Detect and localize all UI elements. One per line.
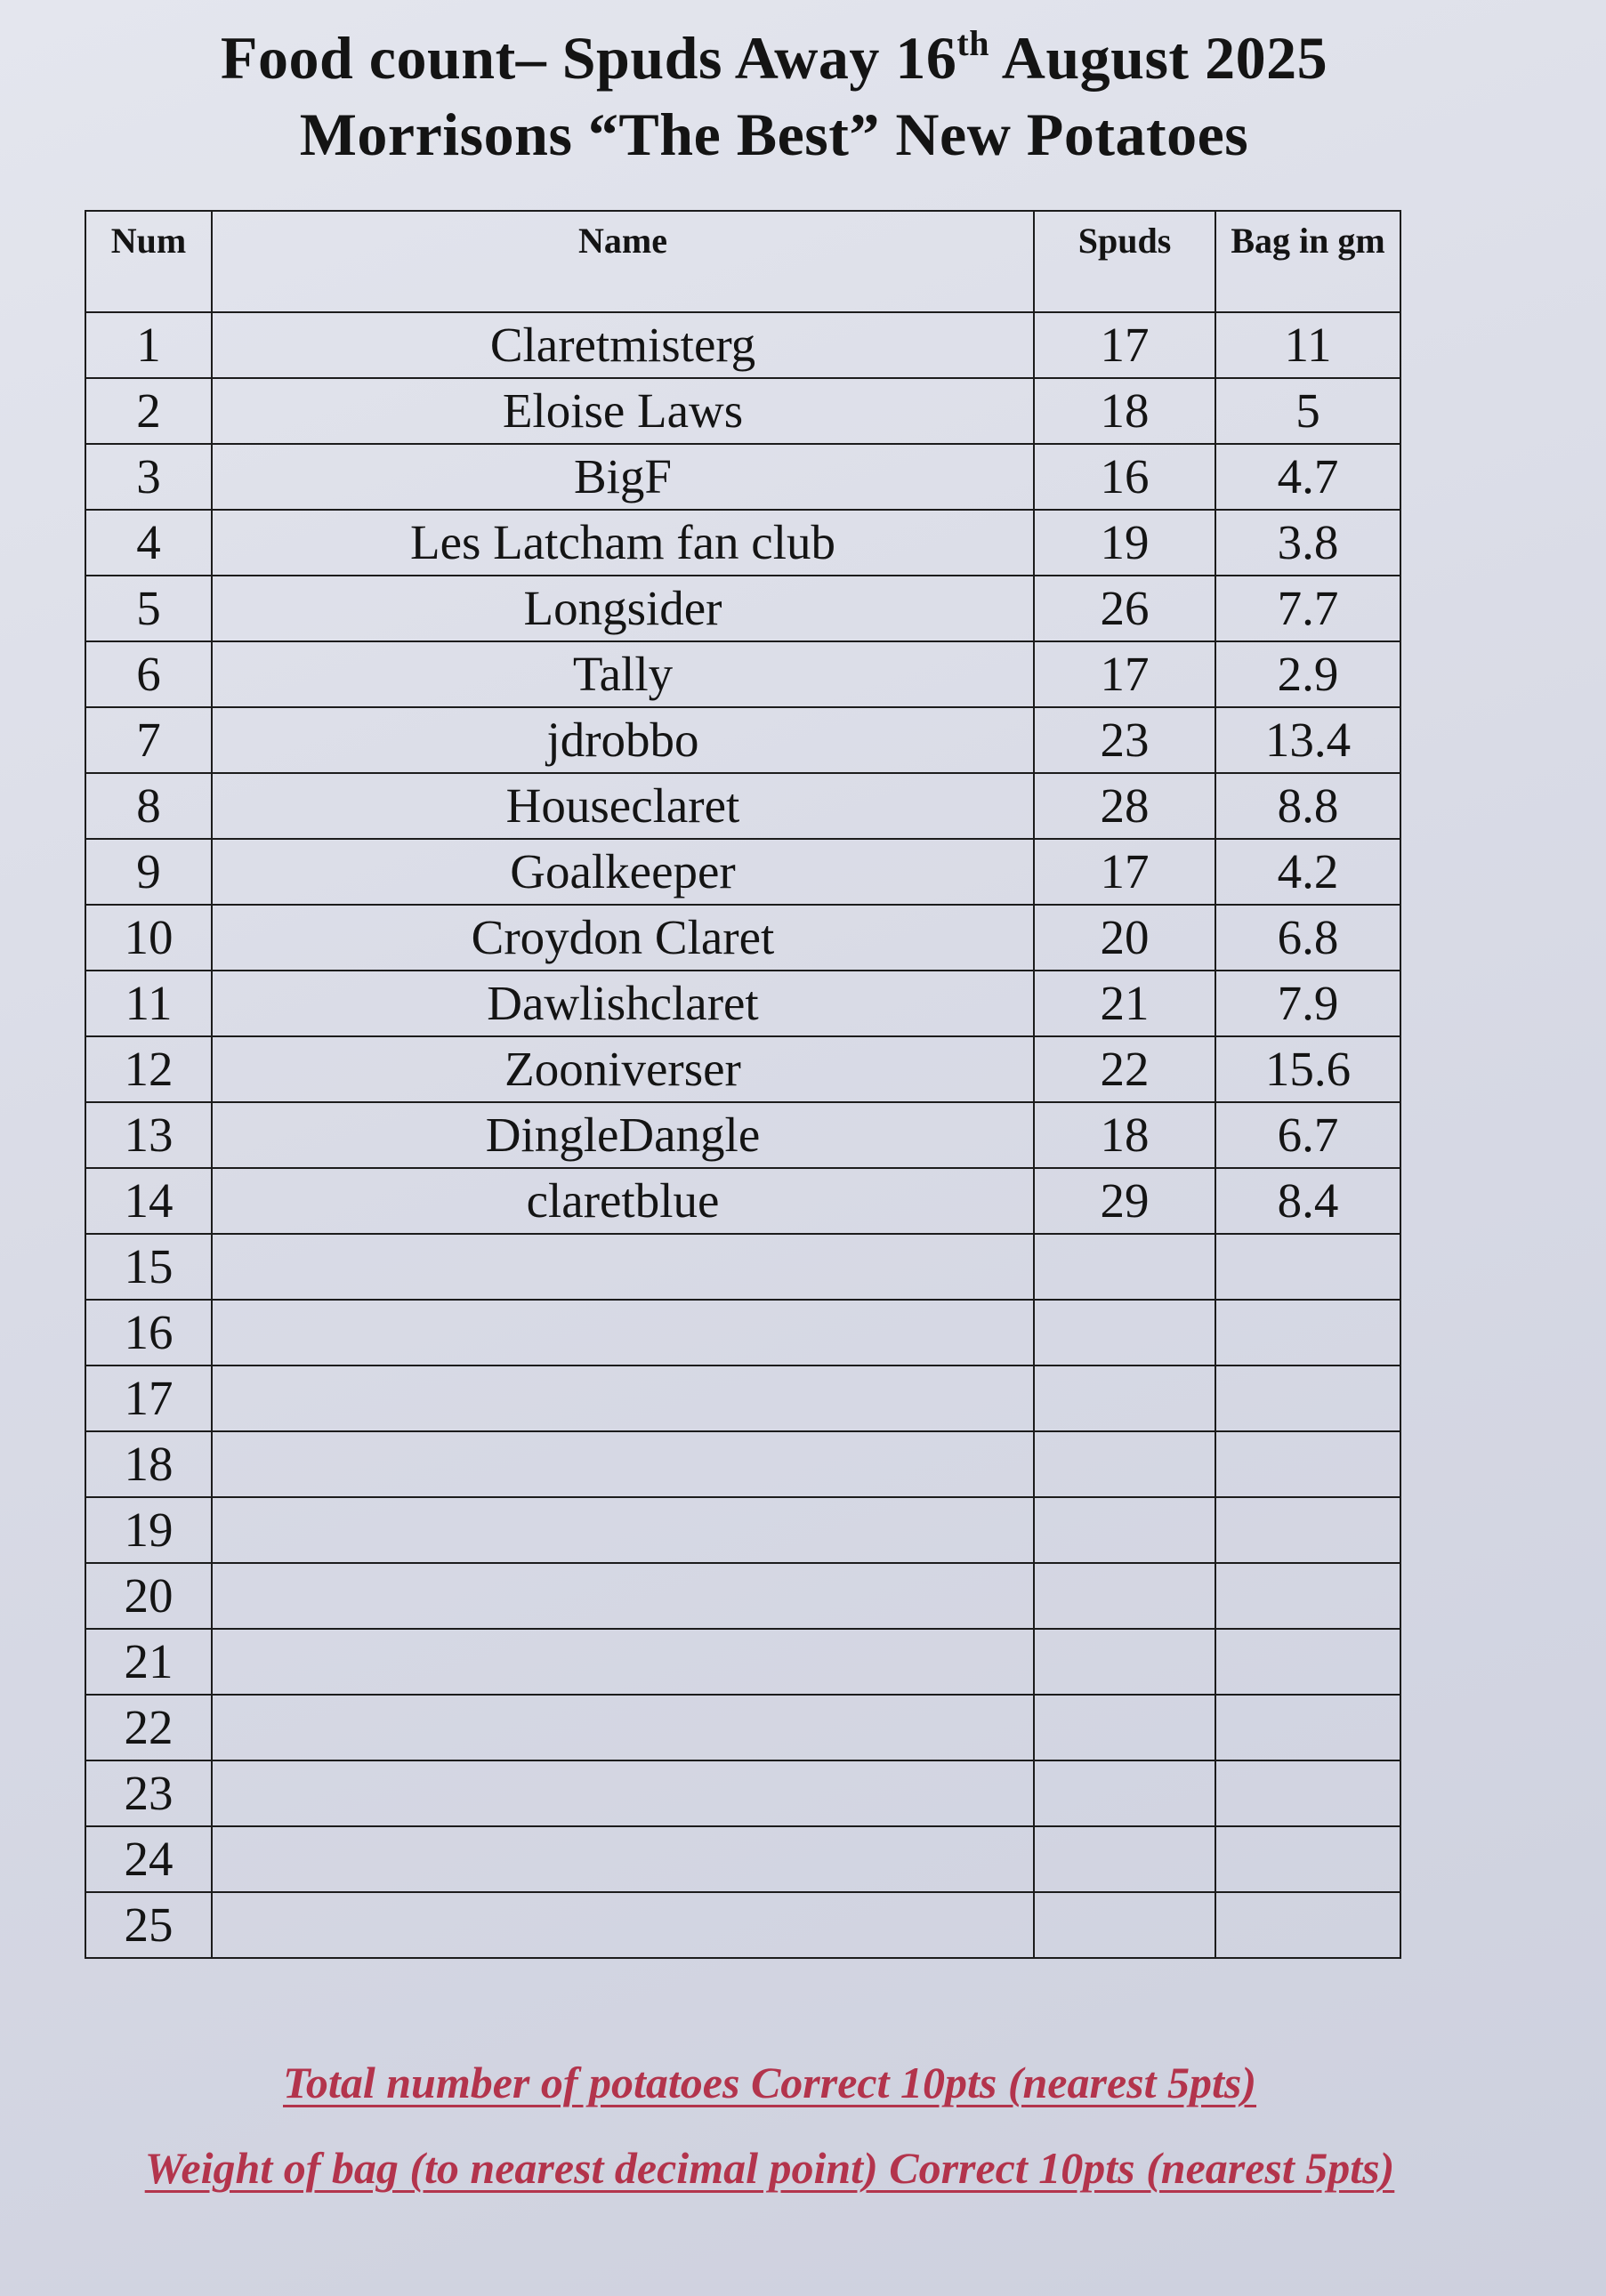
cell-spuds: 22 (1034, 1036, 1215, 1102)
table-row (85, 1234, 1400, 1300)
cell-spuds: 29 (1034, 1168, 1215, 1234)
title-superscript: th (956, 23, 989, 63)
cell-num: 20 (85, 1563, 212, 1629)
cell-bag: 3.8 (1215, 510, 1400, 576)
table-body (85, 312, 1400, 1958)
table-row (85, 312, 1400, 378)
cell-name: claretblue (212, 1168, 1034, 1234)
scoring-note-weight: Weight of bag (to nearest decimal point) Correct 10pts (nearest 5pts) (144, 2143, 1395, 2193)
table-row (85, 1826, 1400, 1892)
cell-name: Les Latcham fan club (212, 510, 1034, 576)
cell-name (212, 1497, 1034, 1563)
cell-bag: 7.7 (1215, 576, 1400, 641)
cell-name: Houseclaret (212, 773, 1034, 839)
cell-name: Dawlishclaret (212, 971, 1034, 1036)
cell-num: 1 (85, 312, 212, 378)
cell-bag (1215, 1760, 1400, 1826)
table-row (85, 1300, 1400, 1366)
cell-num: 3 (85, 444, 212, 510)
column-header-bag: Bag in gm (1215, 211, 1400, 312)
cell-name (212, 1629, 1034, 1695)
cell-spuds: 21 (1034, 971, 1215, 1036)
cell-num: 15 (85, 1234, 212, 1300)
cell-bag (1215, 1892, 1400, 1958)
cell-spuds (1034, 1563, 1215, 1629)
cell-bag: 15.6 (1215, 1036, 1400, 1102)
cell-spuds (1034, 1366, 1215, 1431)
cell-bag (1215, 1563, 1400, 1629)
table-row (85, 378, 1400, 444)
cell-bag (1215, 1366, 1400, 1431)
scoring-note-potatoes: Total number of potatoes Correct 10pts (nearest 5pts) (282, 2058, 1257, 2107)
cell-num: 23 (85, 1760, 212, 1826)
cell-num: 25 (85, 1892, 212, 1958)
cell-bag: 2.9 (1215, 641, 1400, 707)
column-header-spuds: Spuds (1034, 211, 1215, 312)
cell-name (212, 1695, 1034, 1760)
cell-num: 4 (85, 510, 212, 576)
cell-bag: 7.9 (1215, 971, 1400, 1036)
cell-bag: 6.8 (1215, 905, 1400, 971)
table-row (85, 839, 1400, 905)
table-row (85, 576, 1400, 641)
column-header-num: Num (85, 211, 212, 312)
cell-name: DingleDangle (212, 1102, 1034, 1168)
cell-name: Croydon Claret (212, 905, 1034, 971)
cell-num: 17 (85, 1366, 212, 1431)
cell-bag (1215, 1695, 1400, 1760)
table-row (85, 1102, 1400, 1168)
title-suffix: August 2025 (989, 24, 1328, 92)
table-row (85, 1563, 1400, 1629)
cell-spuds: 17 (1034, 641, 1215, 707)
cell-spuds: 17 (1034, 312, 1215, 378)
cell-name: jdrobbo (212, 707, 1034, 773)
cell-name (212, 1563, 1034, 1629)
cell-name: Tally (212, 641, 1034, 707)
cell-name: Longsider (212, 576, 1034, 641)
table-row (85, 444, 1400, 510)
cell-num: 2 (85, 378, 212, 444)
cell-num: 13 (85, 1102, 212, 1168)
cell-spuds: 19 (1034, 510, 1215, 576)
cell-name (212, 1892, 1034, 1958)
page-title-line-1 (0, 20, 1548, 96)
cell-spuds: 17 (1034, 839, 1215, 905)
cell-num: 18 (85, 1431, 212, 1497)
cell-bag (1215, 1826, 1400, 1892)
cell-name: Goalkeeper (212, 839, 1034, 905)
cell-num: 11 (85, 971, 212, 1036)
cell-bag (1215, 1431, 1400, 1497)
cell-num: 7 (85, 707, 212, 773)
title-prefix: Food count– Spuds Away 16 (220, 24, 957, 92)
cell-name: BigF (212, 444, 1034, 510)
cell-spuds (1034, 1300, 1215, 1366)
cell-bag: 11 (1215, 312, 1400, 378)
cell-name (212, 1826, 1034, 1892)
cell-num: 6 (85, 641, 212, 707)
table-row (85, 1036, 1400, 1102)
cell-num: 12 (85, 1036, 212, 1102)
cell-bag (1215, 1497, 1400, 1563)
column-header-name: Name (212, 211, 1034, 312)
cell-name: Claretmisterg (212, 312, 1034, 378)
table-row (85, 510, 1400, 576)
cell-num: 8 (85, 773, 212, 839)
cell-num: 16 (85, 1300, 212, 1366)
cell-name (212, 1431, 1034, 1497)
table-row (85, 1168, 1400, 1234)
cell-num: 9 (85, 839, 212, 905)
table-row (85, 1695, 1400, 1760)
cell-num: 5 (85, 576, 212, 641)
cell-name (212, 1366, 1034, 1431)
cell-spuds (1034, 1629, 1215, 1695)
page-title-line-2: Morrisons “The Best” New Potatoes (299, 101, 1249, 168)
table-row (85, 1760, 1400, 1826)
cell-num: 19 (85, 1497, 212, 1563)
cell-name: Eloise Laws (212, 378, 1034, 444)
table-row (85, 1366, 1400, 1431)
cell-bag: 8.8 (1215, 773, 1400, 839)
cell-spuds: 20 (1034, 905, 1215, 971)
cell-num: 21 (85, 1629, 212, 1695)
cell-name (212, 1760, 1034, 1826)
table-row (85, 905, 1400, 971)
table-row (85, 1497, 1400, 1563)
cell-spuds: 18 (1034, 1102, 1215, 1168)
cell-spuds: 18 (1034, 378, 1215, 444)
cell-bag: 6.7 (1215, 1102, 1400, 1168)
cell-spuds (1034, 1497, 1215, 1563)
table-row (85, 1892, 1400, 1958)
table-row (85, 1629, 1400, 1695)
cell-spuds (1034, 1695, 1215, 1760)
cell-num: 14 (85, 1168, 212, 1234)
cell-spuds (1034, 1431, 1215, 1497)
cell-spuds: 26 (1034, 576, 1215, 641)
cell-name (212, 1300, 1034, 1366)
table-row (85, 773, 1400, 839)
food-count-table (85, 210, 1401, 1959)
cell-spuds (1034, 1826, 1215, 1892)
cell-spuds: 28 (1034, 773, 1215, 839)
cell-spuds: 23 (1034, 707, 1215, 773)
cell-bag (1215, 1629, 1400, 1695)
cell-spuds (1034, 1892, 1215, 1958)
table-row (85, 1431, 1400, 1497)
cell-spuds (1034, 1234, 1215, 1300)
cell-bag: 13.4 (1215, 707, 1400, 773)
table-header-row (85, 211, 1400, 312)
table-row (85, 641, 1400, 707)
cell-spuds (1034, 1760, 1215, 1826)
table-row (85, 971, 1400, 1036)
cell-name (212, 1234, 1034, 1300)
cell-bag: 5 (1215, 378, 1400, 444)
table-row (85, 707, 1400, 773)
cell-bag: 4.7 (1215, 444, 1400, 510)
cell-bag (1215, 1234, 1400, 1300)
cell-bag: 4.2 (1215, 839, 1400, 905)
cell-bag: 8.4 (1215, 1168, 1400, 1234)
cell-bag (1215, 1300, 1400, 1366)
cell-name: Zooniverser (212, 1036, 1034, 1102)
cell-num: 24 (85, 1826, 212, 1892)
cell-num: 10 (85, 905, 212, 971)
cell-num: 22 (85, 1695, 212, 1760)
cell-spuds: 16 (1034, 444, 1215, 510)
